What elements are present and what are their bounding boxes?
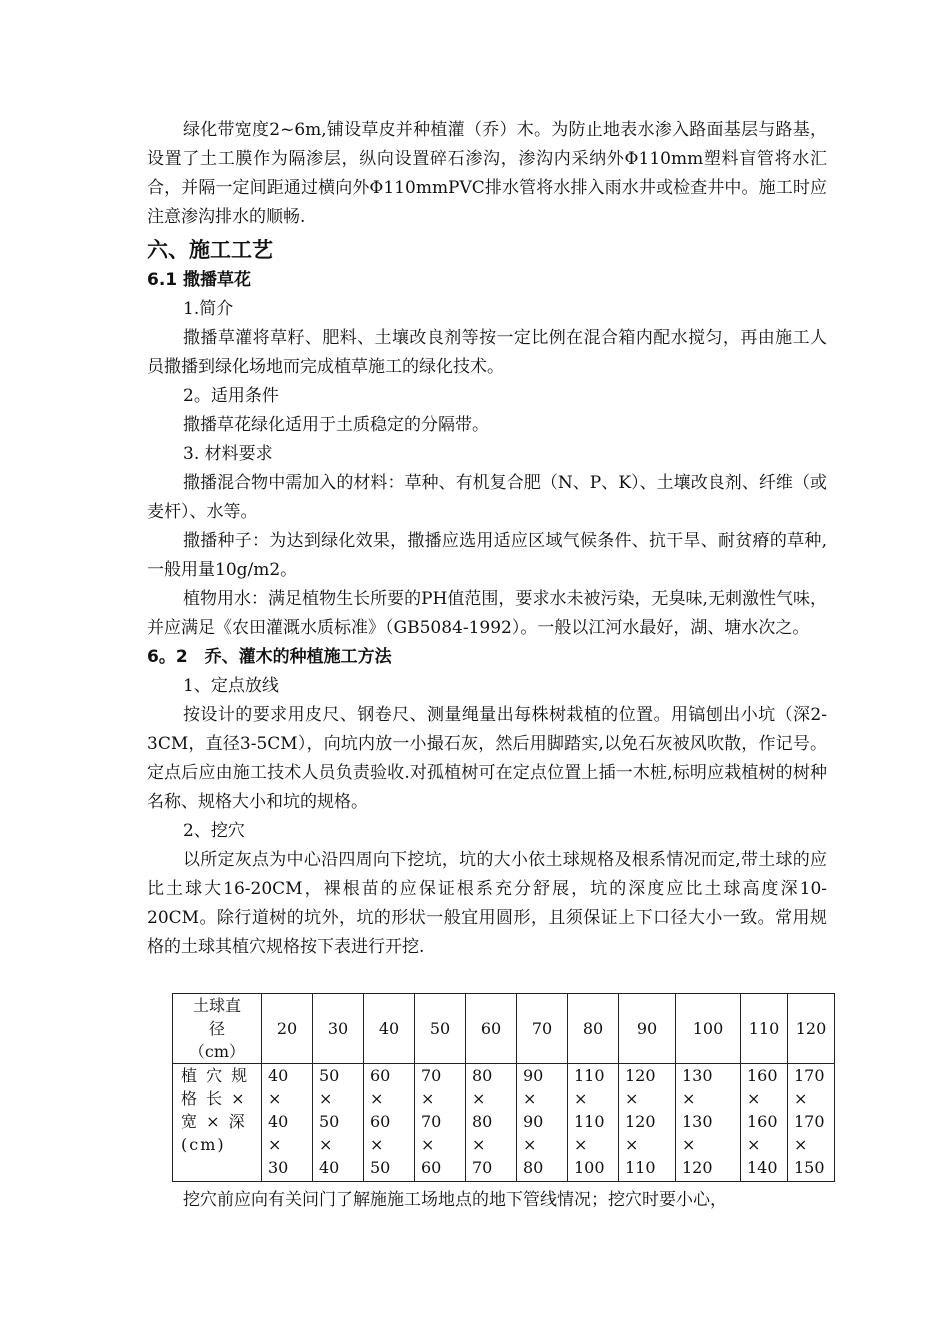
paragraph: 撒播草花绿化适用于土质稳定的分隔带。 [183,415,489,435]
subsection-heading: 6。2 乔、灌木的种植施工方法 [147,647,392,667]
table-row [173,1064,835,1182]
pit-size-cell: 90 × 90 × 80 [517,1064,568,1182]
diameter-cell: 60 [466,994,517,1064]
item-label: 1.简介 [183,299,234,319]
item-label: 1、定点放线 [183,676,279,696]
table-row-label: 植 穴 规 格 长 × 宽 × 深 (cm) [173,1064,262,1182]
pit-size-table [172,993,835,1182]
diameter-cell: 70 [517,994,568,1064]
paragraph: 植物用水：满足植物生长所要的PH值范围，要求水未被污染，无臭味,无刺激性气味，并应满足《农田灌溉水质标准》（GB5084-1992）。一般以江河水最好，湖、塘水次之。 [147,589,827,638]
diameter-cell: 110 [741,994,788,1064]
diameter-cell: 100 [676,994,741,1064]
pit-size-cell: 80 × 80 × 70 [466,1064,517,1182]
section-heading: 六、施工工艺 [147,238,273,262]
diameter-cell: 50 [415,994,466,1064]
diameter-cell: 80 [568,994,619,1064]
pit-size-cell: 110 × 110 × 100 [568,1064,619,1182]
document-body [147,116,827,962]
paragraph: 按设计的要求用皮尺、钢卷尺、测量绳量出每株树栽植的位置。用镐刨出小坑（深2-3CM，直径3-5CM），向坑内放一小撮石灰，然后用脚踏实,以免石灰被风吹散，作记号。定点后应由施工技术人员负责验收.对孤植树可在定点位置上插一木桩,标明应栽植树的树种名称、规格大小和坑的规格。 [147,705,827,812]
paragraph: 撒播混合物中需加入的材料：草种、有机复合肥（N、P、K）、土壤改良剂、纤维（或麦杆）、水等。 [147,473,827,522]
diameter-cell: 30 [313,994,364,1064]
paragraph: 撒播草灌将草籽、肥料、土壤改良剂等按一定比例在混合箱内配水搅匀，再由施工人员撒播到绿化场地而完成植草施工的绿化技术。 [147,328,827,377]
pit-size-cell: 40 × 40 × 30 [262,1064,313,1182]
table-header-label: 土球直 径 （cm） [173,994,262,1064]
pit-size-cell: 170 × 170 × 150 [788,1064,835,1182]
pit-size-cell: 130 × 130 × 120 [676,1064,741,1182]
diameter-cell: 20 [262,994,313,1064]
paragraph-greenbelt: 绿化带宽度2~6m,铺设草皮并种植灌（乔）木。为防止地表水渗入路面基层与路基，设置了土工膜作为隔渗层，纵向设置碎石渗沟，渗沟内采纳外Φ110mm塑料盲管将水汇合，并隔一定间距通过横向外Φ110mmPVC排水管将水排入雨水井或检查井中。施工时应注意渗沟排水的顺畅. [147,120,827,227]
pit-size-cell: 120 × 120 × 110 [619,1064,676,1182]
paragraph: 以所定灰点为中心沿四周向下挖坑，坑的大小依土球规格及根系情况而定,带土球的应比土球大16-20CM，裸根苗的应保证根系充分舒展，坑的深度应比土球高度深10-20CM。除行道树的坑外，坑的形状一般宜用圆形，且须保证上下口径大小一致。常用规格的土球其植穴规格按下表进行开挖. [147,850,827,957]
diameter-cell: 120 [788,994,835,1064]
subsection-heading: 6.1 撒播草花 [147,270,252,290]
pit-size-cell: 60 × 60 × 50 [364,1064,415,1182]
table-header-row [173,994,835,1064]
paragraph-tail: 挖穴前应向有关问门了解施施工场地点的地下管线情况；挖穴时要小心， [183,1190,727,1210]
paragraph: 撒播种子：为达到绿化效果，撒播应选用适应区域气候条件、抗干旱、耐贫瘠的草种,一般用量10g/m2。 [147,531,827,580]
diameter-cell: 90 [619,994,676,1064]
item-label: 2、挖穴 [183,821,245,841]
pit-size-cell: 160 × 160 × 140 [741,1064,788,1182]
pit-size-cell: 50 × 50 × 40 [313,1064,364,1182]
diameter-cell: 40 [364,994,415,1064]
item-label: 2。适用条件 [183,386,279,406]
pit-size-cell: 70 × 70 × 60 [415,1064,466,1182]
item-label: 3. 材料要求 [183,444,273,464]
